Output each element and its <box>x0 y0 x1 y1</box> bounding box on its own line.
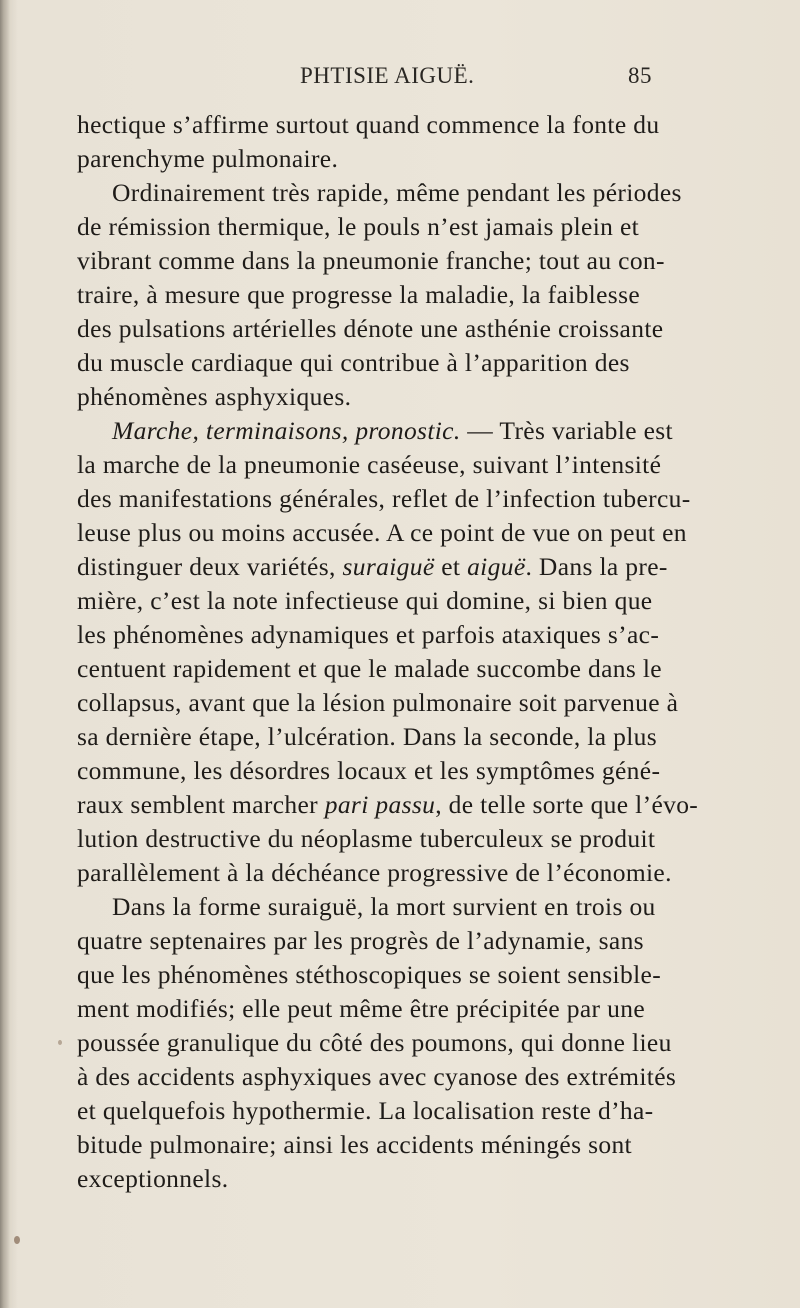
page-number: 85 <box>628 63 652 88</box>
italic-term: suraiguë <box>342 552 435 581</box>
text-line: bitude pulmonaire; ainsi les accidents méningés sont <box>77 1130 632 1159</box>
text-line: traire, à mesure que progresse la maladie, la faiblesse <box>77 280 641 309</box>
paragraph-start-line: Dans la forme suraiguë, la mort survient en trois ou <box>112 892 656 921</box>
section-heading-line <box>112 414 673 448</box>
text-line: ment modifiés; elle peut même être précipitée par une <box>77 994 645 1023</box>
text-line: sa dernière étape, l’ulcération. Dans la seconde, la plus <box>77 722 658 751</box>
text-fragment: et <box>434 552 468 581</box>
text-line: parallèlement à la déchéance progressive de l’économie. <box>77 858 672 887</box>
text-line: poussée granulique du côté des poumons, qui donne lieu <box>77 1028 672 1057</box>
text-line: phénomènes asphyxiques. <box>77 382 352 411</box>
paragraph-start-line: Ordinairement très rapide, même pendant les périodes <box>112 178 682 207</box>
text-line <box>77 788 698 822</box>
text-line: des pulsations artérielles dénote une asthénie croissante <box>77 314 664 343</box>
text-line: centuent rapidement et que le malade succombe dans le <box>77 654 662 683</box>
text-fragment: . Dans la pre- <box>525 552 668 581</box>
text-line: vibrant comme dans la pneumonie franche; tout au con- <box>77 246 665 275</box>
text-line: mière, c’est la note infectieuse qui domine, si bien que <box>77 586 653 615</box>
paper-stain <box>58 1040 62 1045</box>
section-heading: Marche, terminaisons, pronostic. <box>112 416 461 445</box>
text-line: hectique s’affirme surtout quand commence la fonte du <box>77 110 660 139</box>
text-line: collapsus, avant que la lésion pulmonaire soit parvenue à <box>77 688 679 717</box>
text-line: leuse plus ou moins accusée. A ce point de vue on peut en <box>77 518 687 547</box>
text-line: la marche de la pneumonie caséeuse, suivant l’intensité <box>77 450 662 479</box>
text-line: à des accidents asphyxiques avec cyanose des extrémités <box>77 1062 677 1091</box>
text-line: de rémission thermique, le pouls n’est jamais plein et <box>77 212 640 241</box>
text-line: que les phénomènes stéthoscopiques se soient sensible- <box>77 960 662 989</box>
text-line <box>77 550 668 584</box>
text-fragment: — Très variable est <box>460 416 673 445</box>
italic-term: aiguë <box>467 552 526 581</box>
text-fragment: , de telle sorte que l’évo- <box>435 790 699 819</box>
text-fragment: raux semblent marcher <box>77 790 325 819</box>
running-title: PHTISIE AIGUË. <box>300 63 475 88</box>
text-line: et quelquefois hypothermie. La localisation reste d’ha- <box>77 1096 654 1125</box>
text-line: les phénomènes adynamiques et parfois ataxiques s’ac- <box>77 620 660 649</box>
text-fragment: distinguer deux variétés, <box>77 552 343 581</box>
text-line: parenchyme pulmonaire. <box>77 144 339 173</box>
paper-stain <box>14 1236 20 1244</box>
text-line: exceptionnels. <box>77 1164 229 1193</box>
text-line: du muscle cardiaque qui contribue à l’apparition des <box>77 348 630 377</box>
text-line: commune, les désordres locaux et les symptômes géné- <box>77 756 661 785</box>
text-line: quatre septenaires par les progrès de l’adynamie, sans <box>77 926 644 955</box>
text-line: des manifestations générales, reflet de l’infection tubercu- <box>77 484 691 513</box>
text-line: lution destructive du néoplasme tuberculeux se produit <box>77 824 656 853</box>
italic-term: pari passu <box>324 790 436 819</box>
